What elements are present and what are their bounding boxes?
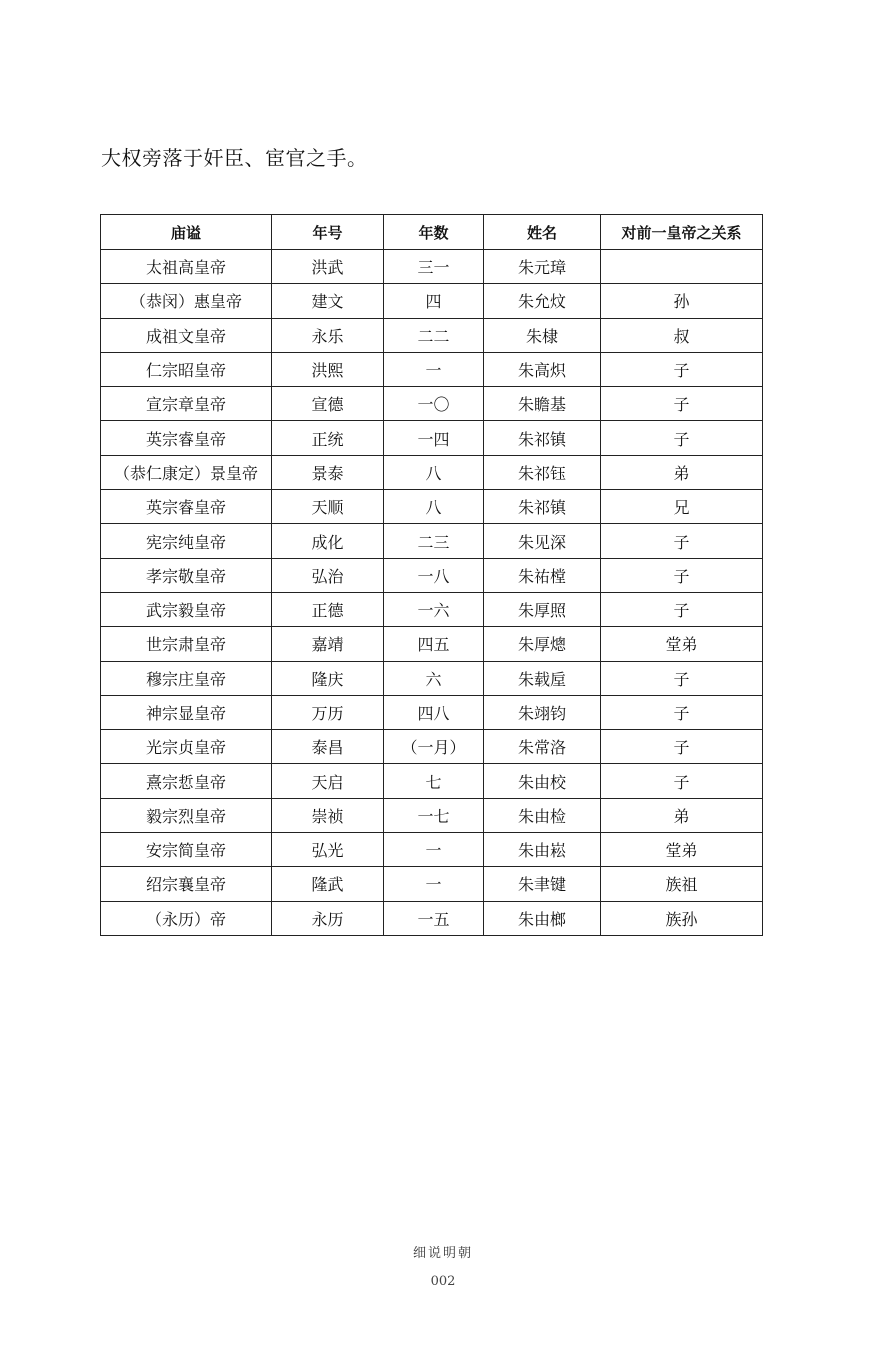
cell-years: 八	[384, 490, 484, 524]
cell-era-name: 景泰	[272, 455, 384, 489]
cell-personal-name: 朱祁镇	[484, 421, 601, 455]
cell-relation: 子	[601, 421, 763, 455]
table-row	[101, 524, 763, 558]
cell-temple-name: 毅宗烈皇帝	[101, 798, 272, 832]
cell-years: 三一	[384, 250, 484, 284]
cell-personal-name: 朱祐樘	[484, 558, 601, 592]
cell-era-name: 泰昌	[272, 730, 384, 764]
cell-years: 八	[384, 455, 484, 489]
table-row	[101, 867, 763, 901]
cell-personal-name: 朱元璋	[484, 250, 601, 284]
cell-temple-name: （恭闵）惠皇帝	[101, 284, 272, 318]
cell-years: 四五	[384, 627, 484, 661]
cell-personal-name: 朱由崧	[484, 833, 601, 867]
table-row	[101, 901, 763, 935]
table-row	[101, 558, 763, 592]
table-row	[101, 387, 763, 421]
cell-temple-name: （永历）帝	[101, 901, 272, 935]
table-row	[101, 627, 763, 661]
emperor-table	[100, 214, 763, 936]
cell-relation: 子	[601, 387, 763, 421]
cell-years: 二二	[384, 318, 484, 352]
cell-personal-name: 朱厚熜	[484, 627, 601, 661]
cell-relation: 子	[601, 730, 763, 764]
table-row	[101, 421, 763, 455]
cell-temple-name: 宪宗纯皇帝	[101, 524, 272, 558]
table-row	[101, 455, 763, 489]
cell-temple-name: 世宗肃皇帝	[101, 627, 272, 661]
cell-personal-name: 朱常洛	[484, 730, 601, 764]
header-personal-name: 姓名	[484, 215, 601, 250]
cell-temple-name: 绍宗襄皇帝	[101, 867, 272, 901]
cell-relation	[601, 250, 763, 284]
table-row	[101, 798, 763, 832]
cell-relation: 孙	[601, 284, 763, 318]
cell-years: 七	[384, 764, 484, 798]
cell-era-name: 永乐	[272, 318, 384, 352]
cell-era-name: 嘉靖	[272, 627, 384, 661]
table-row	[101, 695, 763, 729]
cell-era-name: 崇祯	[272, 798, 384, 832]
table-body	[101, 250, 763, 936]
cell-temple-name: 成祖文皇帝	[101, 318, 272, 352]
header-relation: 对前一皇帝之关系	[601, 215, 763, 250]
table-row	[101, 592, 763, 626]
cell-personal-name: 朱翊钧	[484, 695, 601, 729]
cell-relation: 堂弟	[601, 627, 763, 661]
header-temple-name: 庙谥	[101, 215, 272, 250]
cell-era-name: 天启	[272, 764, 384, 798]
cell-era-name: 弘治	[272, 558, 384, 592]
cell-temple-name: （恭仁康定）景皇帝	[101, 455, 272, 489]
header-years: 年数	[384, 215, 484, 250]
cell-years: 一四	[384, 421, 484, 455]
cell-personal-name: 朱由榔	[484, 901, 601, 935]
table-row	[101, 833, 763, 867]
header-row	[101, 215, 763, 250]
table-row	[101, 318, 763, 352]
table-row	[101, 284, 763, 318]
cell-years: 一六	[384, 592, 484, 626]
cell-personal-name: 朱祁钰	[484, 455, 601, 489]
table-row	[101, 352, 763, 386]
cell-era-name: 万历	[272, 695, 384, 729]
intro-text: 大权旁落于奸臣、宦官之手。	[101, 146, 368, 170]
cell-personal-name: 朱聿键	[484, 867, 601, 901]
cell-era-name: 正统	[272, 421, 384, 455]
table-row	[101, 250, 763, 284]
cell-era-name: 正德	[272, 592, 384, 626]
cell-relation: 族祖	[601, 867, 763, 901]
cell-years: 六	[384, 661, 484, 695]
cell-personal-name: 朱载垕	[484, 661, 601, 695]
cell-relation: 族孙	[601, 901, 763, 935]
table-header	[101, 215, 763, 250]
cell-years: 一七	[384, 798, 484, 832]
cell-temple-name: 光宗贞皇帝	[101, 730, 272, 764]
cell-relation: 叔	[601, 318, 763, 352]
cell-relation: 弟	[601, 798, 763, 832]
footer-book-title: 细说明朝	[412, 1246, 473, 1261]
cell-personal-name: 朱厚照	[484, 592, 601, 626]
cell-temple-name: 仁宗昭皇帝	[101, 352, 272, 386]
cell-relation: 堂弟	[601, 833, 763, 867]
cell-personal-name: 朱由检	[484, 798, 601, 832]
cell-years: 二三	[384, 524, 484, 558]
cell-era-name: 成化	[272, 524, 384, 558]
cell-years: （一月）	[384, 730, 484, 764]
cell-years: 四八	[384, 695, 484, 729]
cell-temple-name: 英宗睿皇帝	[101, 421, 272, 455]
cell-years: 一	[384, 833, 484, 867]
cell-years: 一五	[384, 901, 484, 935]
cell-temple-name: 穆宗庄皇帝	[101, 661, 272, 695]
cell-era-name: 隆庆	[272, 661, 384, 695]
cell-temple-name: 熹宗悊皇帝	[101, 764, 272, 798]
table-row	[101, 764, 763, 798]
table-row	[101, 661, 763, 695]
cell-era-name: 宣德	[272, 387, 384, 421]
cell-relation: 子	[601, 661, 763, 695]
cell-temple-name: 英宗睿皇帝	[101, 490, 272, 524]
cell-years: 一	[384, 867, 484, 901]
cell-personal-name: 朱祁镇	[484, 490, 601, 524]
cell-years: 一八	[384, 558, 484, 592]
cell-temple-name: 孝宗敬皇帝	[101, 558, 272, 592]
cell-temple-name: 武宗毅皇帝	[101, 592, 272, 626]
table-row	[101, 730, 763, 764]
cell-personal-name: 朱由校	[484, 764, 601, 798]
cell-years: 一	[384, 352, 484, 386]
cell-personal-name: 朱高炽	[484, 352, 601, 386]
cell-temple-name: 安宗简皇帝	[101, 833, 272, 867]
cell-personal-name: 朱见深	[484, 524, 601, 558]
cell-era-name: 洪熙	[272, 352, 384, 386]
cell-era-name: 洪武	[272, 250, 384, 284]
cell-personal-name: 朱瞻基	[484, 387, 601, 421]
cell-personal-name: 朱允炆	[484, 284, 601, 318]
cell-years: 四	[384, 284, 484, 318]
header-era-name: 年号	[272, 215, 384, 250]
page-number: 002	[430, 1274, 456, 1289]
cell-temple-name: 神宗显皇帝	[101, 695, 272, 729]
cell-relation: 子	[601, 764, 763, 798]
cell-temple-name: 宣宗章皇帝	[101, 387, 272, 421]
cell-relation: 兄	[601, 490, 763, 524]
cell-temple-name: 太祖高皇帝	[101, 250, 272, 284]
table-row	[101, 490, 763, 524]
cell-era-name: 建文	[272, 284, 384, 318]
cell-era-name: 永历	[272, 901, 384, 935]
cell-relation: 子	[601, 558, 763, 592]
cell-relation: 子	[601, 352, 763, 386]
cell-era-name: 弘光	[272, 833, 384, 867]
cell-years: 一〇	[384, 387, 484, 421]
cell-era-name: 隆武	[272, 867, 384, 901]
cell-relation: 子	[601, 592, 763, 626]
cell-relation: 子	[601, 695, 763, 729]
cell-era-name: 天顺	[272, 490, 384, 524]
cell-personal-name: 朱棣	[484, 318, 601, 352]
cell-relation: 弟	[601, 455, 763, 489]
cell-relation: 子	[601, 524, 763, 558]
